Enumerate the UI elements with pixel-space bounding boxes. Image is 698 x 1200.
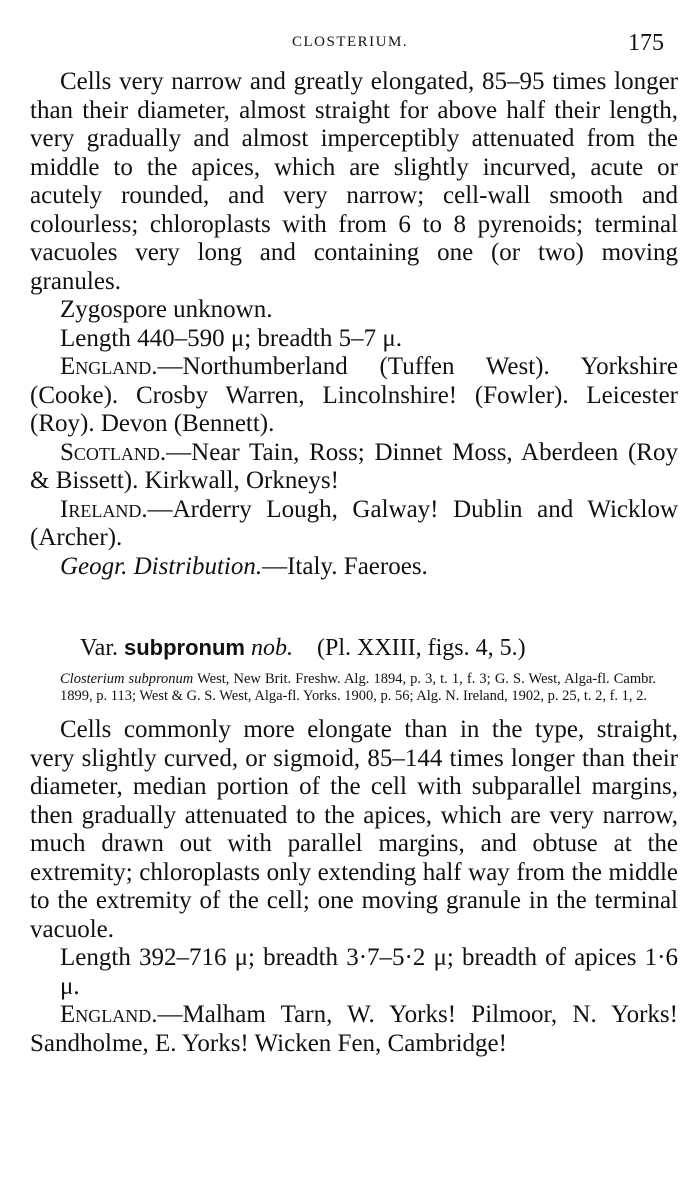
species-description: Cells very narrow and greatly elongated, 85–95 times longer than their diameter, almost straight for above half their length, very gradually and almost imperceptibly attenuated from the middle to the apices, which are slightly incurved, acute or acutely rounded, and very narrow; cell-wall smooth and colourless; chloroplasts with from 6 to 8 pyrenoids; terminal vacuoles very long and containing one (or two) moving granules. xyxy=(30,68,678,295)
geogr-label: Geogr. Distribution. xyxy=(60,552,263,580)
region-label-scotland: Scotland. xyxy=(60,438,167,466)
variety-prefix: Var. xyxy=(80,635,118,661)
variety-measurements: Length 392–716 μ; breadth 3·7–5·2 μ; breadth of apices 1·6 μ. xyxy=(60,944,678,1000)
region-label-ireland: Ireland. xyxy=(60,495,148,523)
plate-reference: (Pl. XXIII, figs. 4, 5.) xyxy=(317,635,526,661)
variety-author: nob. xyxy=(251,635,293,661)
region-text-england: —Northumberland (Tuffen West). Yorkshire (Cooke). Crosby Warren, Lincolnshire! (Fowler). Leicester (Roy). Devon (Bennett). xyxy=(30,353,678,437)
region-text-ireland: —Arderry Lough, Galway! Dublin and Wicklow (Archer). xyxy=(30,495,678,551)
synonymy-references: West, New Brit. Freshw. Alg. 1894, p. 3, t. 1, f. 3; G. S. West, Alga-fl. Cambr. 1899, p. 113; West & G. S. West, Alga-fl. Yorks. 1900, p. 56; Alg. N. Ireland, 1902, p. 25, t. 2, f. 1, 2. xyxy=(60,671,657,704)
distribution-ireland xyxy=(30,496,678,553)
variety-region-text-england: —Malham Tarn, W. Yorks! Pilmoor, N. Yorks! Sandholme, E. Yorks! Wicken Fen, Cambridge! xyxy=(30,1001,678,1057)
distribution-england xyxy=(30,353,678,439)
variety-name: subpronum xyxy=(124,635,245,660)
distribution-scotland xyxy=(30,439,678,496)
distribution-geographic xyxy=(30,553,678,582)
geogr-text: —Italy. Faeroes. xyxy=(262,552,428,580)
synonymy-block xyxy=(60,671,656,704)
variety-region-label-england: England. xyxy=(60,1001,158,1028)
variety-heading xyxy=(80,633,678,663)
zygospore-note: Zygospore unknown. xyxy=(60,296,273,323)
page-content xyxy=(30,68,678,1058)
species-measurements: Length 440–590 μ; breadth 5–7 μ. xyxy=(60,324,403,352)
page-number: 175 xyxy=(628,30,664,56)
region-text-scotland: —Near Tain, Ross; Dinnet Moss, Aberdeen (Roy & Bissett). Kirkwall, Orkneys! xyxy=(30,438,678,494)
page-header xyxy=(0,30,698,60)
variety-description: Cells commonly more elongate than in the type, straight, very slightly curved, or sigmoid, 85–144 times longer than their diameter, median portion of the cell with subparallel margins, then gradually attenuated to the apices, which are very narrow, much drawn out with parallel margins, and obtuse at the extremity; chloroplasts only extending half way from the middle to the extremity of the cell; one moving granule in the terminal vacuole. xyxy=(30,716,678,943)
variety-distribution-england xyxy=(30,1001,678,1058)
region-label-england: England. xyxy=(60,353,158,380)
synonymy-name: Closterium subpronum xyxy=(60,671,194,687)
running-head: CLOSTERIUM. xyxy=(292,34,409,50)
synonymy-text xyxy=(60,671,656,704)
